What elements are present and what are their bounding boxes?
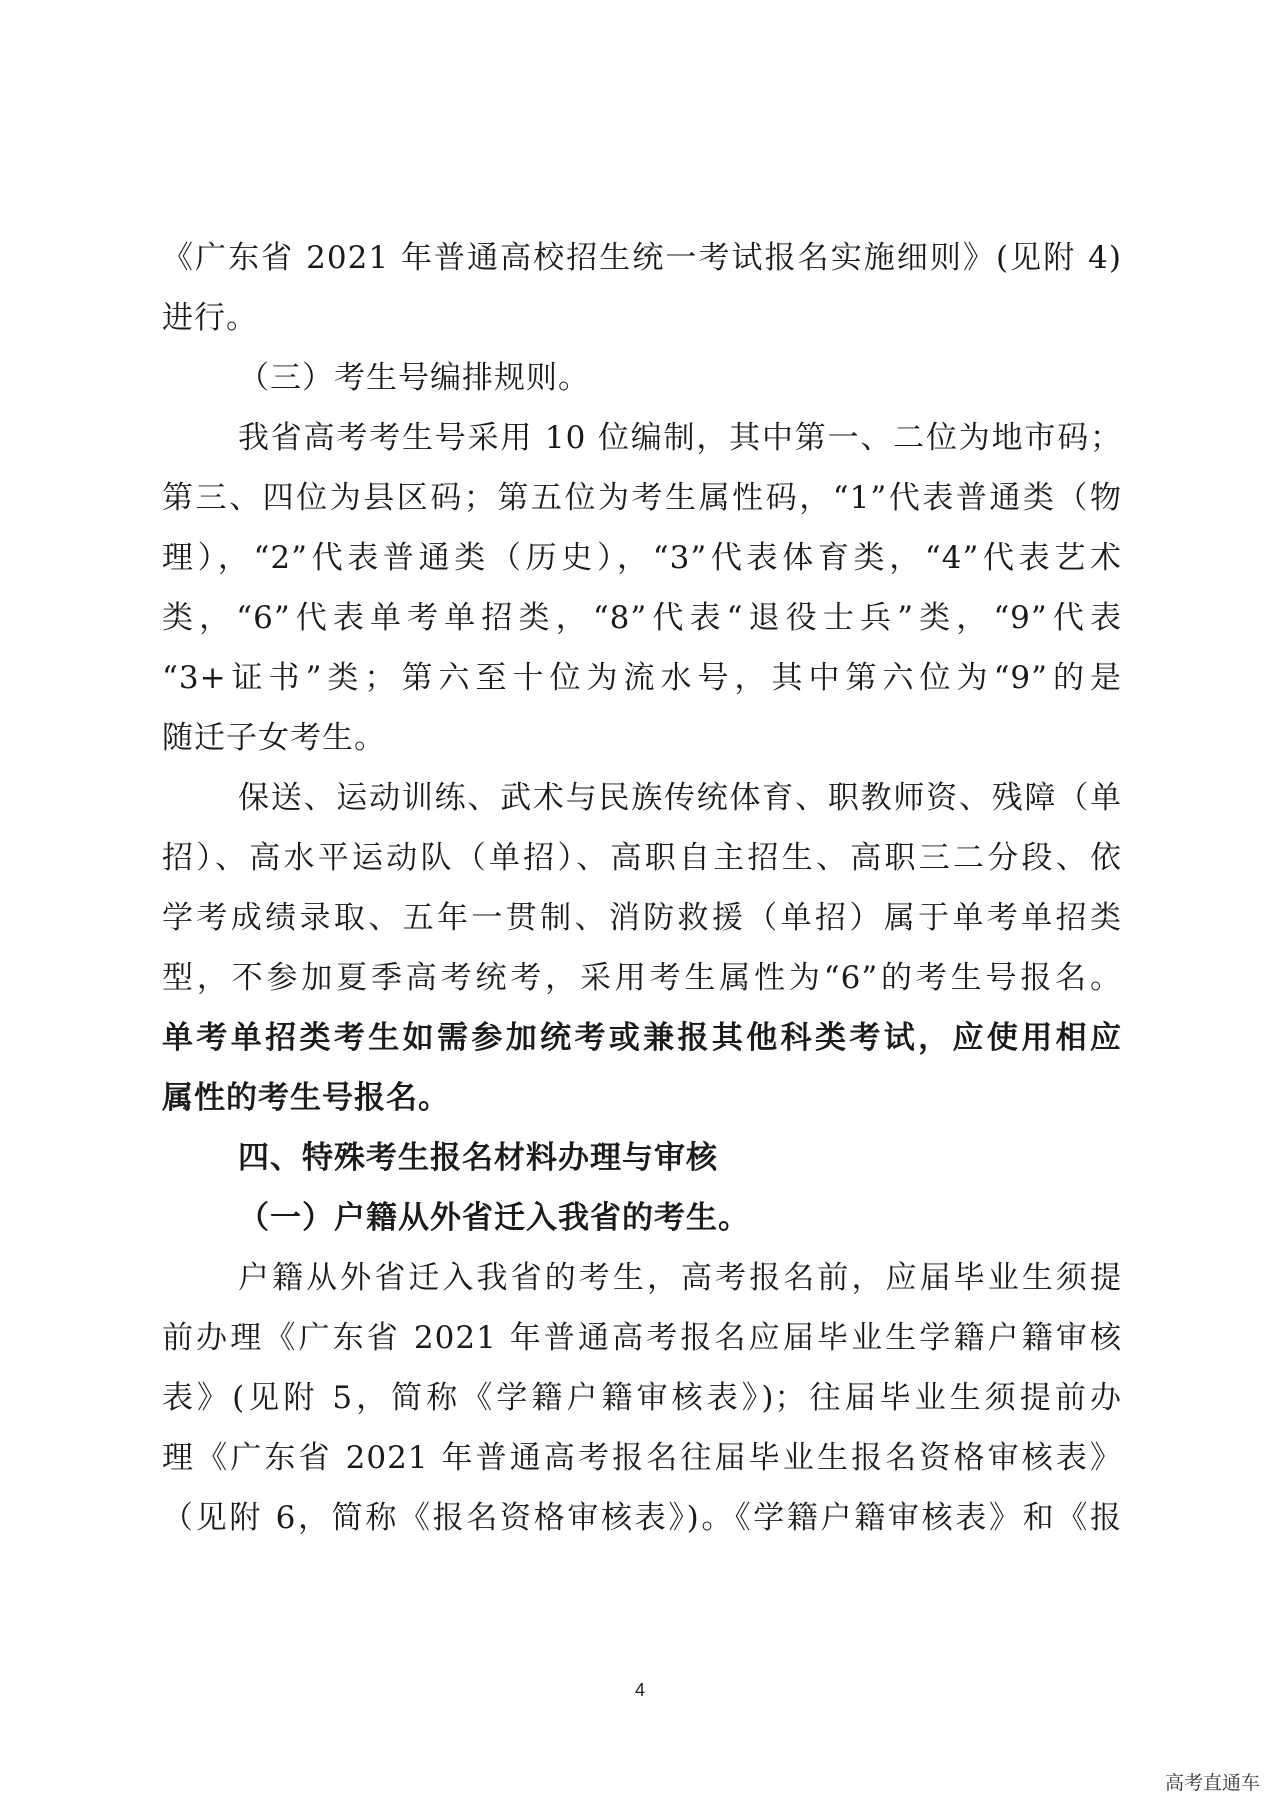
body-line: 型，不参加夏季高考统考，采用考生属性为“6”的考生号报名。 bbox=[162, 960, 1122, 996]
body-line: 户籍从外省迁入我省的考生，高考报名前，应届毕业生须提 bbox=[238, 1260, 1122, 1296]
body-line: （见附 6，简称《报名资格审核表》)。《学籍户籍审核表》和《报 bbox=[162, 1500, 1122, 1536]
body-line: 《广东省 2021 年普通高校招生统一考试报名实施细则》(见附 4) bbox=[162, 240, 1122, 276]
body-line: 保送、运动训练、武术与民族传统体育、职教师资、残障（单 bbox=[238, 780, 1122, 816]
subsection-heading: （一）户籍从外省迁入我省的考生。 bbox=[238, 1200, 750, 1236]
section-heading: 四、特殊考生报名材料办理与审核 bbox=[238, 1140, 718, 1176]
body-line: 第三、四位为县区码；第五位为考生属性码，“1”代表普通类（物 bbox=[162, 480, 1122, 516]
body-line: 前办理《广东省 2021 年普通高考报名应届毕业生学籍户籍审核 bbox=[162, 1320, 1122, 1356]
body-line: 理《广东省 2021 年普通高考报名往届毕业生报名资格审核表》 bbox=[162, 1440, 1122, 1476]
bold-note-line: 单考单招类考生如需参加统考或兼报其他科类考试，应使用相应 bbox=[162, 1020, 1122, 1056]
body-line: 随迁子女考生。 bbox=[162, 720, 386, 756]
body-line: 表》(见附 5，简称《学籍户籍审核表》)；往届毕业生须提前办 bbox=[162, 1380, 1122, 1416]
page-number: 4 bbox=[634, 1680, 645, 1700]
body-line: 类，“6”代表单考单招类，“8”代表“退役士兵”类，“9”代表 bbox=[162, 600, 1122, 636]
body-line: 理），“2”代表普通类（历史），“3”代表体育类，“4”代表艺术 bbox=[162, 540, 1122, 576]
body-line: 我省高考考生号采用 10 位编制，其中第一、二位为地市码； bbox=[238, 420, 1122, 456]
body-line: 学考成绩录取、五年一贯制、消防救援（单招）属于单考单招类 bbox=[162, 900, 1122, 936]
watermark: 高考直通车 bbox=[1164, 1772, 1260, 1794]
subheading-line: （三）考生号编排规则。 bbox=[238, 360, 590, 396]
body-line: “3+证书”类；第六至十位为流水号，其中第六位为“9”的是 bbox=[162, 660, 1122, 696]
bold-note-line: 属性的考生号报名。 bbox=[162, 1080, 450, 1116]
body-line: 招）、高水平运动队（单招）、高职自主招生、高职三二分段、依 bbox=[162, 840, 1122, 876]
body-line: 进行。 bbox=[162, 300, 258, 336]
